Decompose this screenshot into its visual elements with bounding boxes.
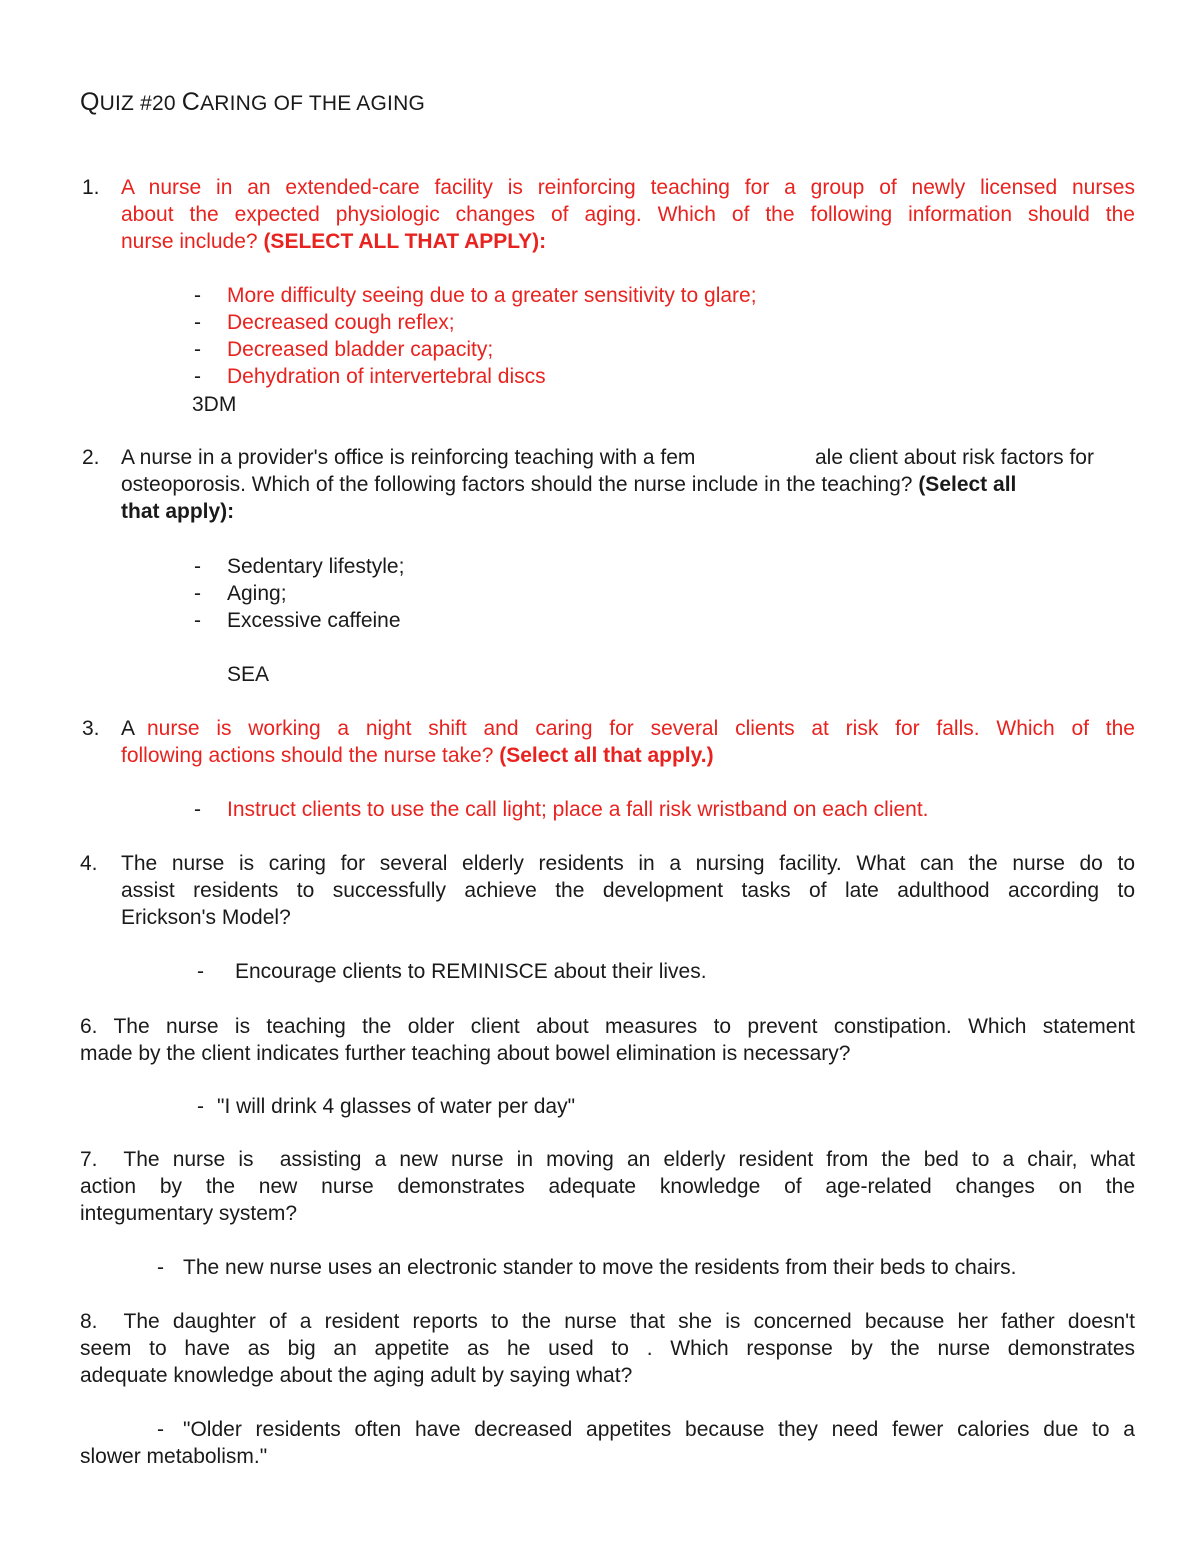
question-2-answer-2: Aging; <box>227 582 287 605</box>
question-3-line-2 <box>121 742 714 769</box>
question-7-line-3: integumentary system? <box>80 1202 298 1225</box>
question-3-line-2-text: following actions should the nurse take? <box>121 744 500 767</box>
answer-bullet: - <box>194 582 201 605</box>
question-1-answer-2: Decreased cough reflex; <box>227 311 455 334</box>
question-8-line-2: seem to have as big an appetite as he used to . Which response by the nurse demonstrates <box>80 1337 1135 1360</box>
question-3-answer: Instruct clients to use the call light; place a fall risk wristband on each client. <box>227 798 929 821</box>
quiz-title <box>80 88 425 117</box>
question-8-line-1: 8. The daughter of a resident reports to the nurse that she is concerned because her father doesn't <box>80 1310 1135 1333</box>
question-6-line-2: made by the client indicates further teaching about bowel elimination is necessary? <box>80 1042 851 1065</box>
answer-bullet: - <box>194 311 201 334</box>
question-6-line-1: 6. The nurse is teaching the older client about measures to prevent constipation. Which statement <box>80 1015 1135 1038</box>
answer-bullet: - <box>194 338 201 361</box>
question-4-line-3: Erickson's Model? <box>121 906 291 929</box>
question-1-line-3-text: nurse include? <box>121 230 264 253</box>
question-2-line-1a: A nurse in a provider's office is reinforcing teaching with a fem <box>121 446 696 469</box>
question-2-answer-1: Sedentary lifestyle; <box>227 555 405 578</box>
answer-bullet: - <box>197 1095 204 1118</box>
question-3-line-1b: nurse is working a night shift and caring for several clients at risk for falls. Which of the <box>147 717 1135 740</box>
question-2-line-2-text: osteoporosis. Which of the following factors should the nurse include in the teaching? <box>121 473 919 496</box>
question-1-mnemonic: 3DM <box>192 393 237 416</box>
answer-bullet: - <box>157 1256 164 1279</box>
question-1-line-1: A nurse in an extended-care facility is reinforcing teaching for a group of newly licensed nurses <box>121 176 1135 199</box>
question-1-answer-1: More difficulty seeing due to a greater sensitivity to glare; <box>227 284 757 307</box>
question-4-answer: Encourage clients to REMINISCE about their lives. <box>235 960 707 983</box>
answer-bullet: - <box>194 555 201 578</box>
question-4-number: 4. <box>80 852 98 875</box>
answer-bullet: - <box>194 609 201 632</box>
title-initial-c: C <box>181 88 201 116</box>
question-7-line-1: 7. The nurse is assisting a new nurse in moving an elderly resident from the bed to a chair, what <box>80 1148 1135 1171</box>
question-3-select-all: (Select all that apply.) <box>499 744 714 767</box>
question-4-line-2: assist residents to successfully achieve the development tasks of late adulthood according to <box>121 879 1135 902</box>
answer-bullet: - <box>194 365 201 388</box>
question-2-select-all: (Select all <box>918 473 1017 496</box>
question-2-line-1b: ale client about risk factors for <box>815 446 1094 469</box>
question-8-answer-line-1: "Older residents often have decreased appetites because they need fewer calories due to a <box>183 1418 1135 1441</box>
question-1-line-2: about the expected physiologic changes of aging. Which of the following information should the <box>121 203 1135 226</box>
question-2-mnemonic: SEA <box>227 663 270 686</box>
question-1-number: 1. <box>82 176 100 199</box>
question-1-answer-3: Decreased bladder capacity; <box>227 338 494 361</box>
answer-bullet: - <box>197 960 204 983</box>
answer-bullet: - <box>157 1418 164 1441</box>
question-1-select-all: (SELECT ALL THAT APPLY): <box>263 230 547 253</box>
title-initial-q: Q <box>80 88 100 116</box>
title-part-1: UIZ #20 <box>99 92 182 115</box>
question-3-line-1a: A <box>121 717 136 740</box>
question-6-answer: "I will drink 4 glasses of water per day" <box>217 1095 576 1118</box>
question-1-answer-4: Dehydration of intervertebral discs <box>227 365 546 388</box>
title-part-2: ARING OF THE AGING <box>200 92 425 115</box>
question-2-line-2 <box>121 471 1016 498</box>
question-2-answer-3: Excessive caffeine <box>227 609 401 632</box>
question-7-answer: The new nurse uses an electronic stander to move the residents from their beds to chairs. <box>183 1256 1017 1279</box>
answer-bullet: - <box>194 284 201 307</box>
question-7-line-2: action by the new nurse demonstrates adequate knowledge of age-related changes on the <box>80 1175 1135 1198</box>
question-2-line-3: that apply): <box>121 500 235 523</box>
question-3-number: 3. <box>82 717 100 740</box>
question-2-number: 2. <box>82 446 100 469</box>
question-8-line-3: adequate knowledge about the aging adult by saying what? <box>80 1364 633 1387</box>
question-8-answer-line-2: slower metabolism." <box>80 1445 268 1468</box>
question-1-line-3 <box>121 228 546 255</box>
answer-bullet: - <box>194 798 201 821</box>
question-4-line-1: The nurse is caring for several elderly residents in a nursing facility. What can the nurse do to <box>121 852 1135 875</box>
